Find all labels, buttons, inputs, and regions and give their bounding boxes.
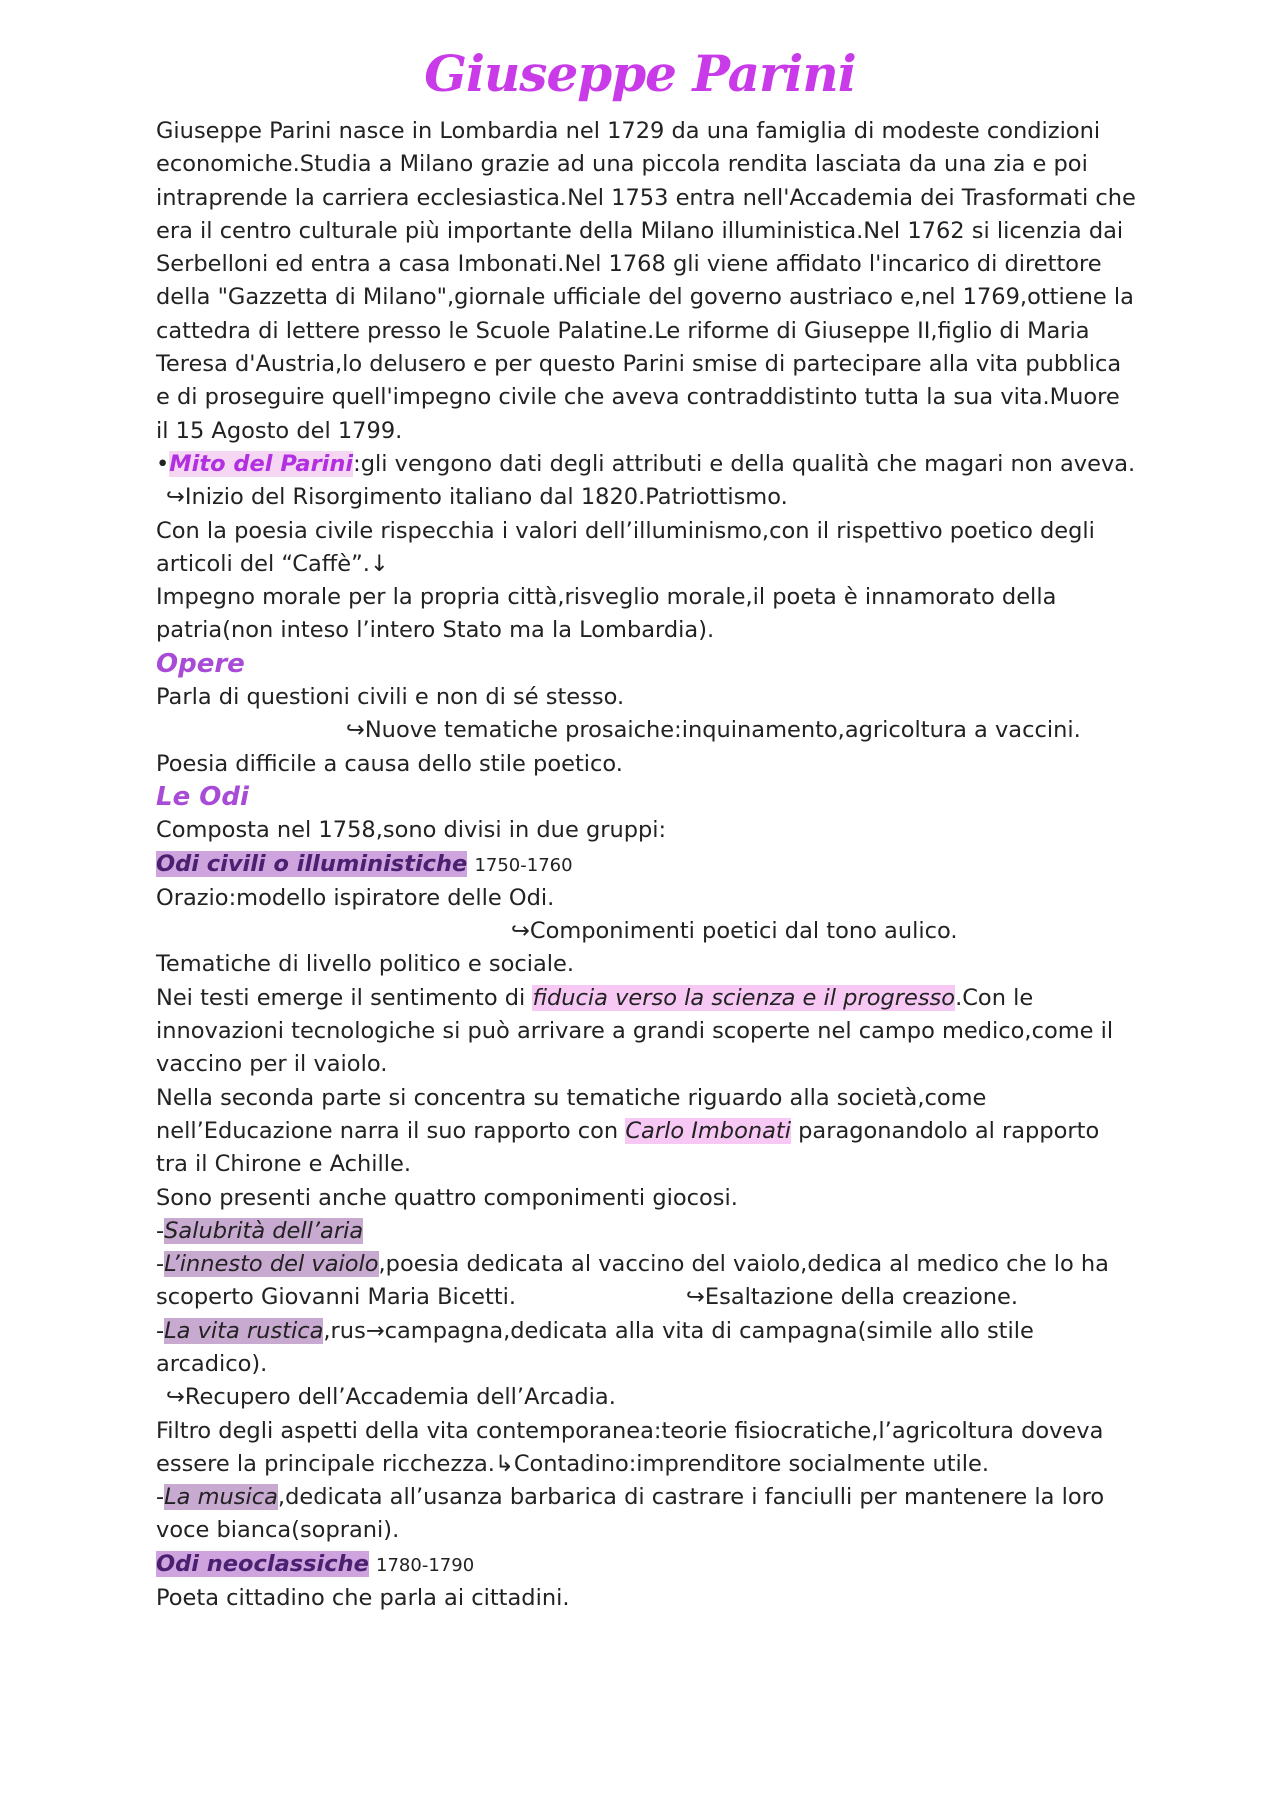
- mito-term: Mito del Parini: [169, 450, 354, 477]
- odi-civili-title: Odi civili o illuministiche: [156, 850, 468, 877]
- mito-line: [156, 448, 1136, 481]
- esaltazione-note: ↪Esaltazione della creazione.: [686, 1284, 1018, 1311]
- impegno-paragraph: Impegno morale per la propria città,risveglio morale,il poeta è innamorato della patria(non inteso l’intero Stato ma la Lombardia).: [156, 584, 1057, 644]
- imbonati-highlight: Carlo Imbonati: [625, 1117, 791, 1144]
- musica-title: La musica: [164, 1484, 278, 1511]
- odi-heading: Le Odi: [156, 781, 249, 812]
- page-title: Giuseppe Parini: [424, 44, 856, 103]
- mito-text: :gli vengono dati degli attributi e della qualità che magari non aveva.: [353, 450, 1136, 477]
- recupero-line: ↪Recupero dell’Accademia dell’Arcadia.: [166, 1384, 616, 1411]
- notes-body: [156, 115, 1136, 1615]
- odi-neoclassiche-heading: [156, 1548, 1136, 1582]
- opere-heading: Opere: [156, 648, 245, 679]
- opere-line-2: ↪Nuove tematiche prosaiche:inquinamento,agricoltura a vaccini.: [346, 717, 1081, 744]
- innesto-item: -L’innesto del vaiolo,poesia dedicata al vaccino del vaiolo,dedica al medico che lo ha scoperto Giovanni Maria Bicetti. ↪Esaltazione della creazione.: [156, 1251, 1109, 1311]
- salubrita-title: Salubrità dell’aria: [164, 1217, 364, 1244]
- bio-paragraph: Giuseppe Parini nasce in Lombardia nel 1729 da una famiglia di modeste condizioni economiche.Studia a Milano grazie ad una piccola rendita lasciata da una zia e poi intraprende la carriera ecclesiastica.Nel 1753 entra nell'Accademia dei Trasformati che era il centro culturale più importante della Milano illuministica.Nel 1762 si licenzia dai Serbelloni ed entra a casa Imbonati.Nel 1768 gli viene affidato l'incarico di direttore della "Gazzetta di Milano",giornale ufficiale del governo austriaco e,nel 1769,ottiene la cattedra di lettere presso le Scuole Palatine.Le riforme di Giuseppe II,figlio di Maria Teresa d'Austria,lo delusero e per questo Parini smise di partecipare alla vita pubblica e di proseguire quell'impegno civile che aveva contraddistinto tutta la sua vita.Muore il 15 Agosto del 1799.: [156, 118, 1136, 444]
- seconda-parte-paragraph: Nella seconda parte si concentra su tematiche riguardo alla società,come nell’Educazione narra il suo rapporto con Carlo Imbonati paragonandolo al rapporto tra il Chirone e Achille.: [156, 1084, 1100, 1178]
- orazio-line: Orazio:modello ispiratore delle Odi.: [156, 884, 555, 911]
- componimenti-line: ↪Componimenti poetici dal tono aulico.: [511, 918, 958, 945]
- rustica-title: La vita rustica: [164, 1317, 324, 1344]
- filtro-paragraph: Filtro degli aspetti della vita contemporanea:teorie fisiocratiche,l’agricoltura doveva essere la principale ricchezza.↳Contadino:imprenditore socialmente utile.: [156, 1417, 1104, 1477]
- innesto-title: L’innesto del vaiolo: [164, 1251, 379, 1278]
- bullet: •: [156, 450, 170, 477]
- musica-item: -La musica,dedicata all’usanza barbarica di castrare i fanciulli per mantenere la loro voce bianca(soprani).: [156, 1484, 1105, 1544]
- tematiche-line: Tematiche di livello politico e sociale.: [156, 951, 574, 978]
- poeta-line: Poeta cittadino che parla ai cittadini.: [156, 1585, 570, 1612]
- opere-line-3: Poesia difficile a causa dello stile poetico.: [156, 750, 623, 777]
- odi-intro: Composta nel 1758,sono divisi in due gruppi:: [156, 817, 667, 844]
- mito-sub: ↪Inizio del Risorgimento italiano dal 1820.Patriottismo.: [166, 484, 788, 511]
- odi-neoclassiche-title: Odi neoclassiche: [156, 1550, 369, 1577]
- odi-civili-heading: [156, 848, 1136, 882]
- odi-civili-years: 1750-1760: [474, 854, 573, 876]
- fiducia-paragraph: Nei testi emerge il sentimento di fiducia verso la scienza e il progresso.Con le innovazioni tecnologiche si può arrivare a grandi scoperte nel campo medico,come il vaccino per il vaiolo.: [156, 984, 1114, 1078]
- giocosi-line: Sono presenti anche quattro componimenti giocosi.: [156, 1184, 738, 1211]
- odi-neoclassiche-years: 1780-1790: [376, 1554, 475, 1576]
- fiducia-highlight: fiducia verso la scienza e il progresso: [532, 984, 956, 1011]
- poesia-civile-paragraph: Con la poesia civile rispecchia i valori dell’illuminismo,con il rispettivo poetico degli articoli del “Caffè”.↓: [156, 517, 1095, 577]
- salubrita-item: -Salubrità dell’aria: [156, 1217, 364, 1244]
- opere-line-1: Parla di questioni civili e non di sé stesso.: [156, 684, 625, 711]
- rustica-item: -La vita rustica,rus→campagna,dedicata alla vita di campagna(simile allo stile arcadico).: [156, 1317, 1034, 1377]
